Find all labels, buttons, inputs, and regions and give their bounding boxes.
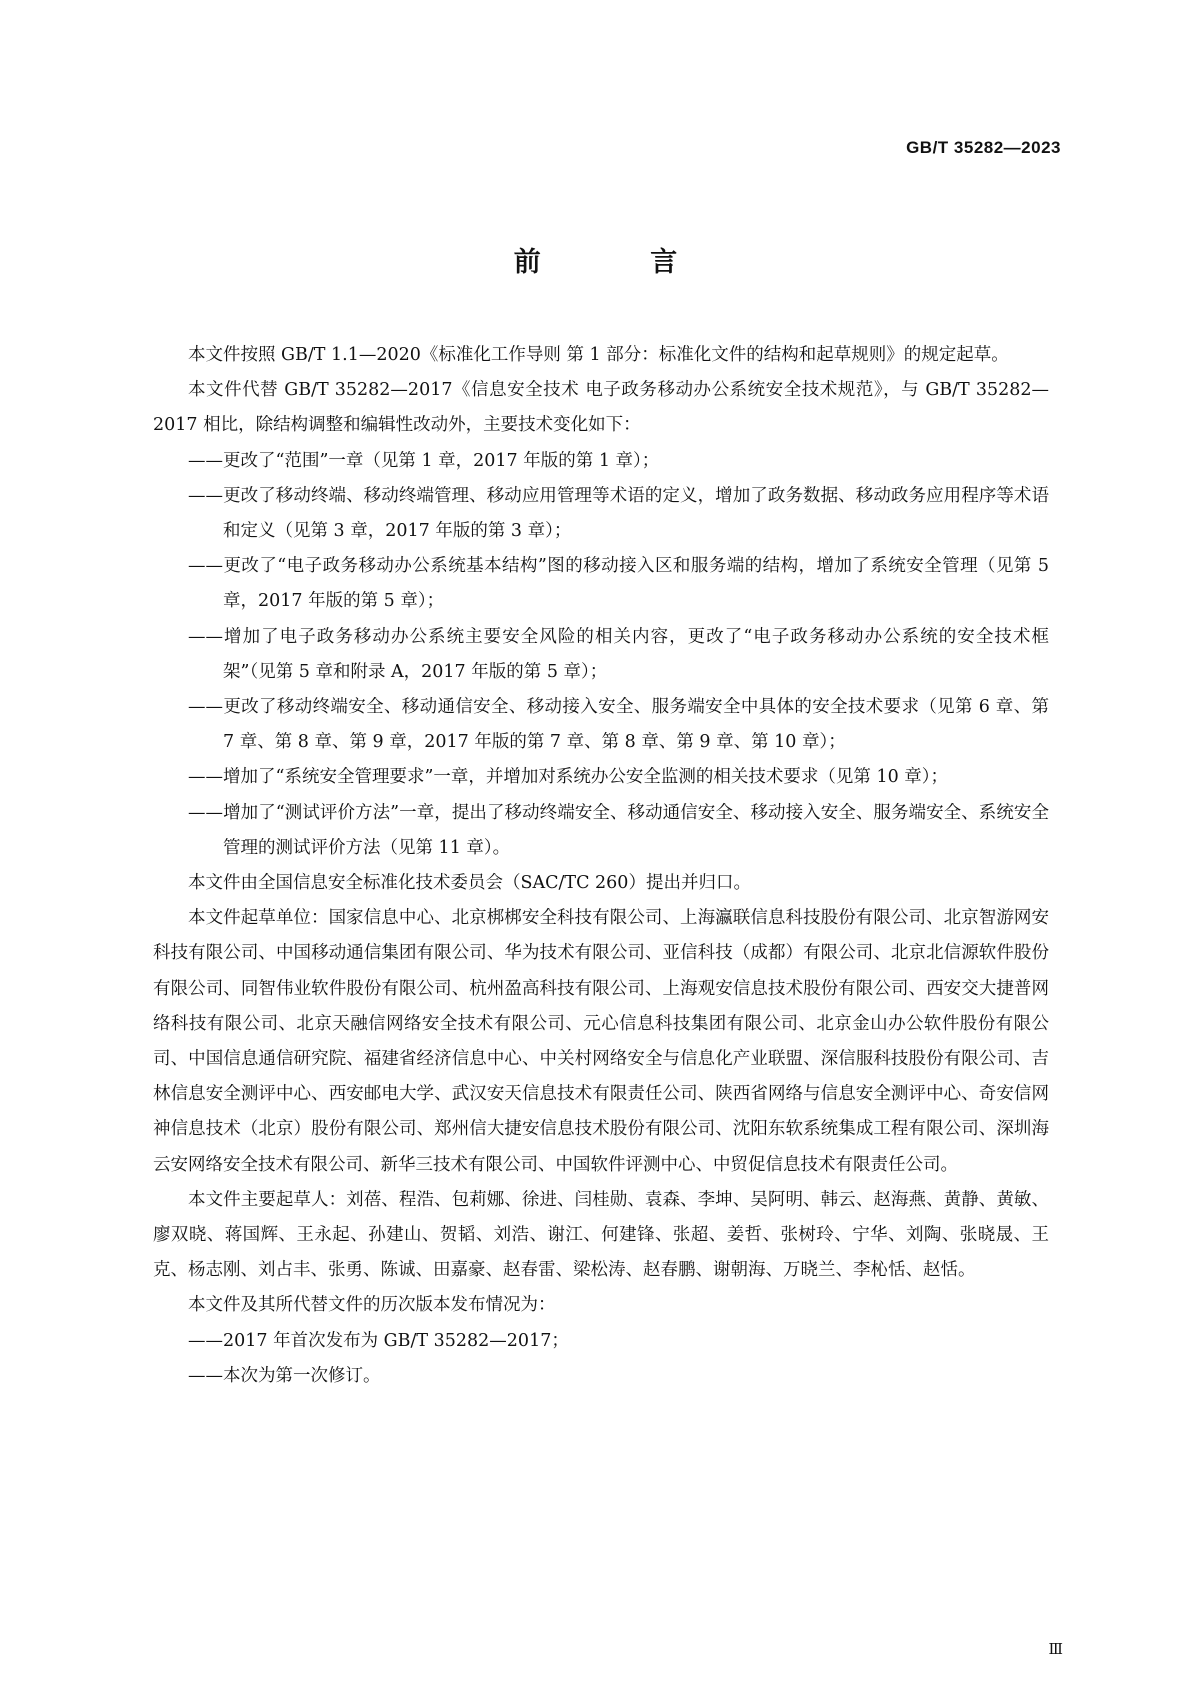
change-item: ——增加了“测试评价方法”一章，提出了移动终端安全、移动通信安全、移动接入安全、服务端安全、系统安全管理的测试评价方法（见第 11 章）。 [188, 802, 1049, 858]
change-item: ——增加了“系统安全管理要求”一章，并增加对系统办公安全监测的相关技术要求（见第 10 章）； [188, 767, 949, 788]
history-item: ——2017 年首次发布为 GB/T 35282—2017； [188, 1330, 569, 1351]
paragraph-committee: 本文件由全国信息安全标准化技术委员会（SAC/TC 260）提出并归口。 [188, 873, 751, 894]
change-item: ——更改了“电子政务移动办公系统基本结构”图的移动接入区和服务端的结构，增加了系统安全管理（见第 5 章，2017 年版的第 5 章）； [188, 556, 1049, 612]
foreword-body [153, 338, 1049, 1394]
paragraph-drafting-units: 本文件起草单位：国家信息中心、北京梆梆安全科技有限公司、上海瀛联信息科技股份有限公司、北京智游网安科技有限公司、中国移动通信集团有限公司、华为技术有限公司、亚信科技（成都）有限公司、北京北信源软件股份有限公司、同智伟业软件股份有限公司、杭州盈高科技有限公司、上海观安信息技术股份有限公司、西安交大捷普网络科技有限公司、北京天融信网络安全技术有限公司、元心信息科技集团有限公司、北京金山办公软件股份有限公司、中国信息通信研究院、福建省经济信息中心、中关村网络安全与信息化产业联盟、深信服科技股份有限公司、吉林信息安全测评中心、西安邮电大学、武汉安天信息技术有限责任公司、陕西省网络与信息安全测评中心、奇安信网神信息技术（北京）股份有限公司、郑州信大捷安信息技术股份有限公司、沈阳东软系统集成工程有限公司、深圳海云安网络安全技术有限公司、新华三技术有限公司、中国软件评测中心、中贸促信息技术有限责任公司。 [153, 908, 1049, 1175]
page-title: 前 言 [513, 247, 728, 278]
paragraph-drafting-rule: 本文件按照 GB/T 1.1—2020《标准化工作导则 第 1 部分：标准化文件的结构和起草规则》的规定起草。 [188, 345, 1009, 365]
paragraph-drafters: 本文件主要起草人：刘蓓、程浩、包莉娜、徐进、闫桂勋、袁森、李坤、吴阿明、韩云、赵海燕、黄静、黄敏、廖双晓、蒋国辉、王永起、孙建山、贺韬、刘浩、谢江、何建锋、张超、姜哲、张树玲、宁华、刘陶、张晓晟、王克、杨志刚、刘占丰、张勇、陈诚、田嘉豪、赵春雷、梁松涛、赵春鹏、谢朝海、万晓兰、李杺恬、赵恬。 [153, 1189, 1049, 1281]
standard-code: GB/T 35282—2023 [906, 138, 1061, 157]
paragraph-replaces: 本文件代替 GB/T 35282—2017《信息安全技术 电子政务移动办公系统安全技术规范》，与 GB/T 35282—2017 相比，除结构调整和编辑性改动外，主要技术变化如下： [153, 380, 1049, 436]
change-item: ——更改了移动终端、移动终端管理、移动应用管理等术语的定义，增加了政务数据、移动政务应用程序等术语和定义（见第 3 章，2017 年版的第 3 章）； [188, 485, 1049, 542]
change-item: ——更改了“范围”一章（见第 1 章，2017 年版的第 1 章）； [188, 450, 660, 471]
paragraph-history: 本文件及其所代替文件的历次版本发布情况为： [188, 1295, 556, 1316]
page-number: Ⅲ [1048, 1640, 1063, 1658]
change-item: ——更改了移动终端安全、移动通信安全、移动接入安全、服务端安全中具体的安全技术要求（见第 6 章、第 7 章、第 8 章、第 9 章，2017 年版的第 7 章、第 8 章、第 9 章、第 10 章）； [188, 697, 1049, 753]
history-item: ——本次为第一次修订。 [188, 1365, 381, 1386]
change-item: ——增加了电子政务移动办公系统主要安全风险的相关内容，更改了“电子政务移动办公系统的安全技术框架”（见第 5 章和附录 A，2017 年版的第 5 章）； [188, 626, 1049, 682]
